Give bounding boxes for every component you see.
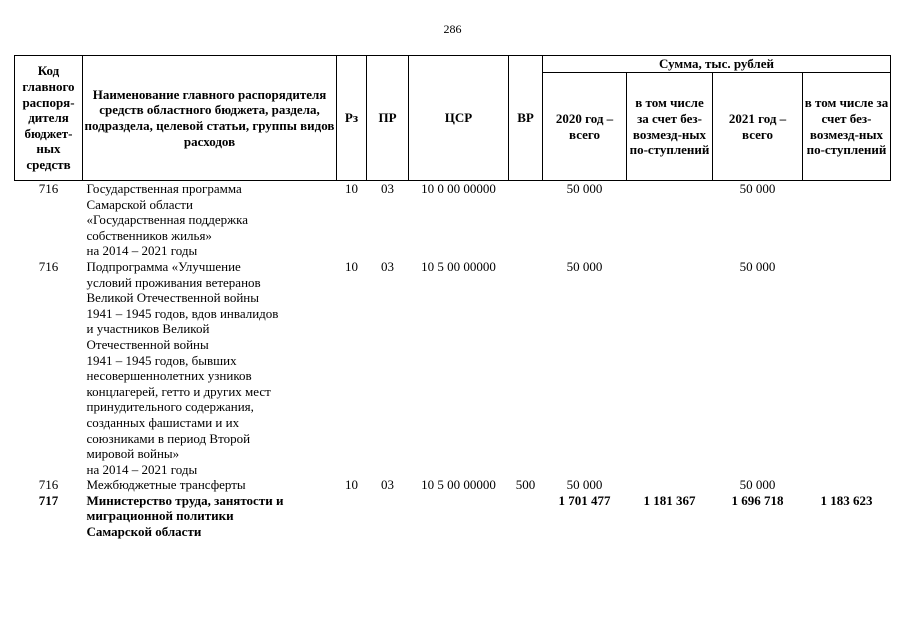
cell-pr: 03 <box>381 181 394 196</box>
header-sum: Сумма, тыс. рублей <box>543 56 891 73</box>
cell-name: Подпрограмма «Улучшение условий проживания ветеранов Великой Отечественной войны 1941 – 1945 годов, вдов инвалидов и участников Великой Отечественной войны 1941 – 1945 годов, бывших несовершеннолетних узников концлагерей, гетто и других мест принудительного содержания, созданных фашистами и их союзниками в период Второй мировой войны» на 2014 – 2021 годы <box>86 258 279 477</box>
cell-rz <box>337 493 367 540</box>
header-2020-total: 2020 год – всего <box>543 73 627 181</box>
cell-2021-free <box>803 259 891 477</box>
cell-vr <box>509 259 543 477</box>
cell-vr <box>509 181 543 259</box>
cell-csr <box>409 493 509 540</box>
cell-rz: 10 <box>345 181 358 196</box>
header-rz: Рз <box>337 56 367 181</box>
cell-pr: 03 <box>381 477 394 493</box>
cell-2021-total: 50 000 <box>739 477 776 493</box>
cell-code: 716 <box>38 258 59 274</box>
table-row <box>15 259 891 477</box>
cell-2021-free <box>803 477 891 493</box>
cell-name: Государственная программа Самарской области «Государственная поддержка собственников жилья» на 2014 – 2021 годы <box>86 181 249 259</box>
cell-csr: 10 5 00 00000 <box>421 477 496 493</box>
cell-code: 716 <box>38 181 59 196</box>
cell-2020-free <box>627 181 713 259</box>
cell-csr: 10 5 00 00000 <box>421 258 496 274</box>
cell-csr: 10 0 00 00000 <box>421 181 496 196</box>
cell-2021-total: 50 000 <box>739 258 776 274</box>
cell-2020-total: 50 000 <box>566 477 603 493</box>
table-row <box>15 181 891 259</box>
cell-2021-free <box>803 181 891 259</box>
cell-2020-total: 50 000 <box>566 258 603 274</box>
cell-pr: 03 <box>381 258 394 274</box>
cell-rz: 10 <box>345 258 358 274</box>
header-2020-free: в том числе за счет без-возмезд-ных по-ступлений <box>627 73 713 181</box>
cell-2020-total: 50 000 <box>566 181 603 196</box>
cell-2020-total: 1 701 477 <box>558 492 611 508</box>
table-row <box>15 477 891 493</box>
header-name: Наименование главного распорядителя средств областного бюджета, раздела, подраздела, целевой статьи, группы видов расходов <box>83 56 337 181</box>
cell-pr <box>367 493 409 540</box>
budget-table <box>14 55 891 540</box>
cell-2021-total: 1 696 718 <box>731 492 784 508</box>
cell-name: Межбюджетные трансферты <box>86 477 246 493</box>
cell-vr <box>509 493 543 540</box>
cell-2021-total: 50 000 <box>739 181 776 196</box>
header-csr: ЦСР <box>409 56 509 181</box>
cell-rz: 10 <box>345 477 358 493</box>
table-row-ministry <box>15 493 891 540</box>
header-code: Код главного распоря-дителя бюджет-ных средств <box>15 56 83 181</box>
header-vr: ВР <box>509 56 543 181</box>
header-2021-free: в том числе за счет без-возмезд-ных по-ступлений <box>803 73 891 181</box>
cell-2021-free: 1 183 623 <box>820 492 873 508</box>
cell-vr: 500 <box>515 477 536 493</box>
page-number: 286 <box>443 22 462 36</box>
header-row-top <box>15 56 891 73</box>
cell-2020-free: 1 181 367 <box>643 492 696 508</box>
header-pr: ПР <box>367 56 409 181</box>
cell-2020-free <box>627 477 713 493</box>
cell-name: Министерство труда, занятости и миграционной политики Самарской области <box>86 492 284 540</box>
cell-code: 717 <box>38 492 59 508</box>
cell-code: 716 <box>38 477 59 493</box>
header-2021-total: 2021 год – всего <box>713 73 803 181</box>
cell-2020-free <box>627 259 713 477</box>
